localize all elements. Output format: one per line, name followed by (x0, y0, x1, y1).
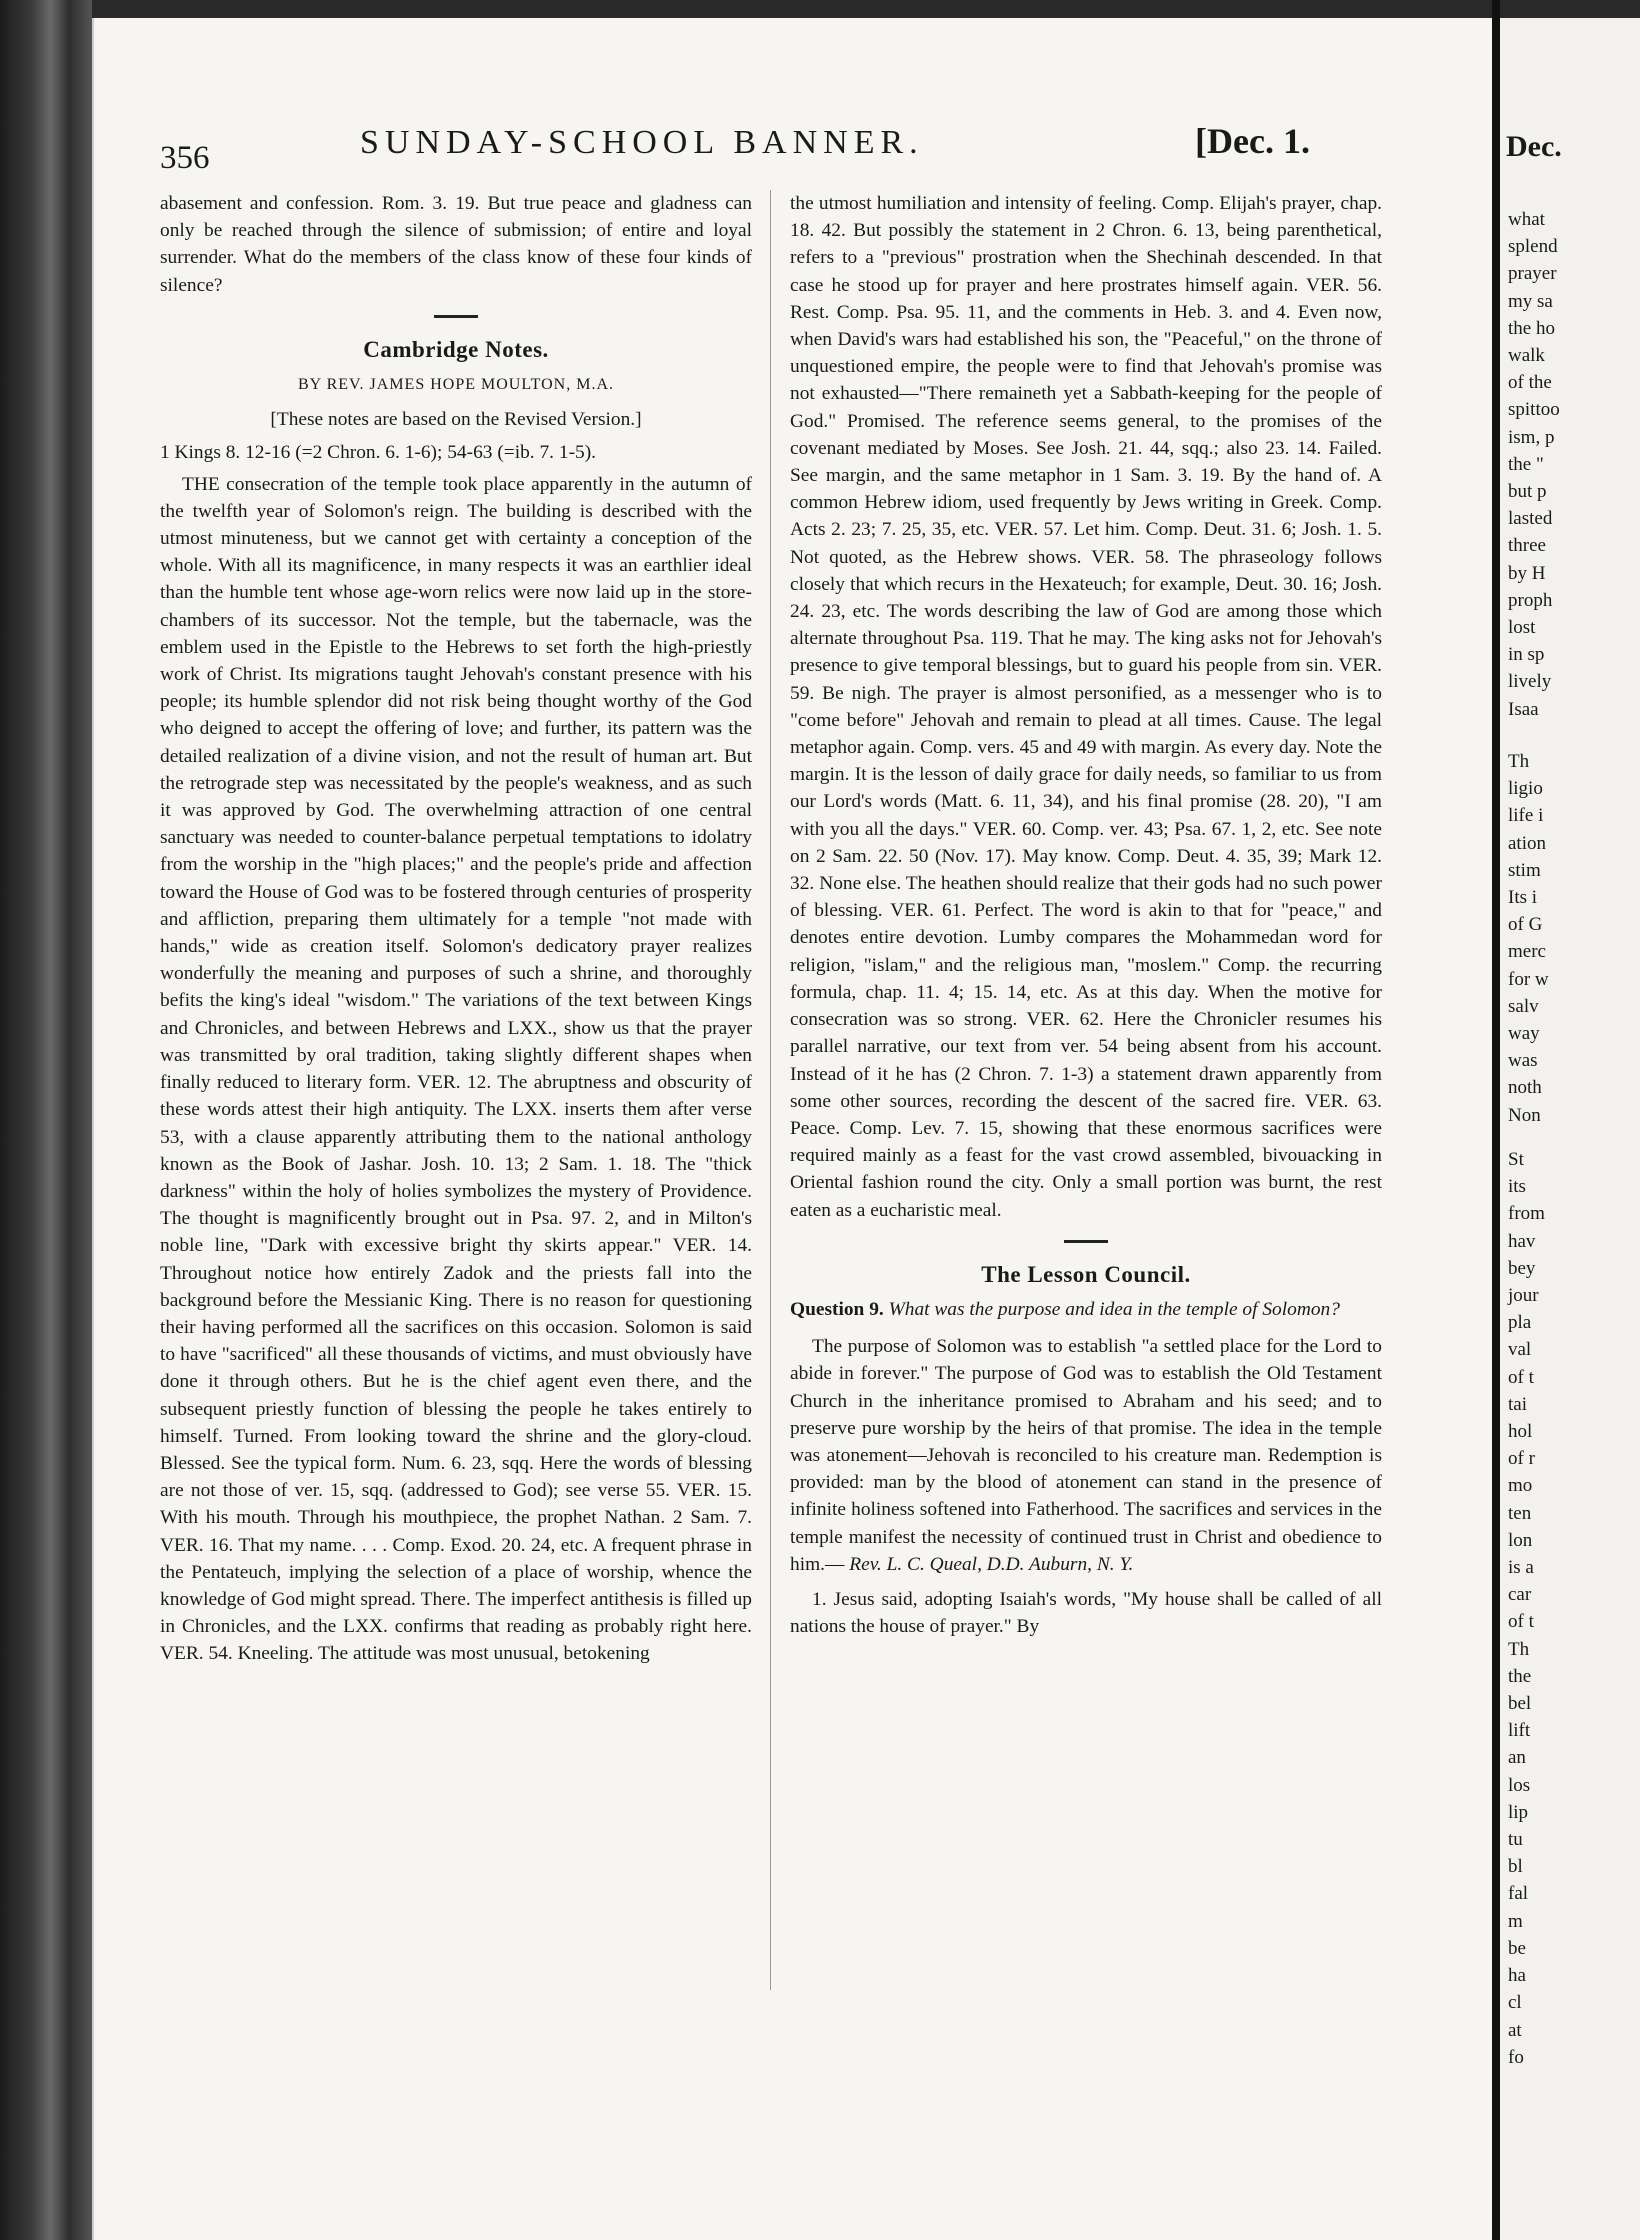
answer-signature: Rev. L. C. Queal, D.D. Auburn, N. Y. (849, 1553, 1134, 1575)
question-label: Question 9. (790, 1298, 884, 1320)
next-page-fragment-bottom: St its from hav bey jour pla val of t tai hol of r mo ten lon is a car of t Th the bel lift an los lip tu bl fal m be ha cl at fo (1508, 1149, 1545, 2068)
notes-byline: BY REV. JAMES HOPE MOULTON, M.A. (297, 376, 615, 394)
opening-paragraph: abasement and confession. Rom. 3. 19. But true peace and gladness can only be reached through the silence of submission; of entire and loyal surrender. What do the members of the class know of these four kinds of silence? (160, 193, 752, 296)
book-gutter (1492, 0, 1500, 2240)
next-page-fragment-top: what splend prayer my sa the ho walk of the spittoo ism, p the " but p lasted three by H proph lost in sp lively Isaa (1508, 209, 1560, 720)
notes-title: Cambridge Notes. (363, 336, 549, 362)
notes-body: THE consecration of the temple took place apparently in the autumn of the twelfth year of Solomon's reign. The building is described with the utmost minuteness, but we cannot get with certainty a conception of the whole. With all its magnificence, in many respects it was an earthlier ideal than the humble tent whose age-worn relics were now laid up in the store-chambers of its successor. Not the temple, but the tabernacle, was the emblem used in the Epistle to the Hebrews to set forth the high-priestly work of Christ. Its migrations taught Jehovah's constant presence with his people; its humble splendor did not risk being thought worthy of the God who deigned to accept the offering of love; and further, its pattern was the detailed realization of a divine vision, and not the result of human art. But the retrograde step was necessitated by the people's weakness, and as such it was approved by God. The overwhelming attraction of one central sanctuary was needed to counter-balance perpetual temptations to idolatry from the worship in the "high places;" and the people's pride and affection toward the House of God was to be fostered through centuries of prosperity and affliction, preparing them ultimately for a temple "not made with hands," wide as creation itself. Solomon's dedicatory prayer realizes wonderfully the meaning and purposes of such a shrine, and thoroughly befits the king's ideal "wisdom." The variations of the text between Kings and Chronicles, and between Hebrews and LXX., show us that the prayer was transmitted by oral tradition, taking slightly different shapes when finally reduced to literary form. VER. 12. The abruptness and obscurity of these words attest their high antiquity. The LXX. inserts them after verse 53, with a clause apparently attributing them to the national anthology known as the Book of Jashar. Josh. 10. 13; 2 Sam. 1. 18. The "thick darkness" within the holy of holies symbolizes the mystery of Providence. The thought is magnificently brought out in Psa. 97. 2, and in Milton's noble line, "Dark with excessive bright thy skirts appear." VER. 14. Throughout notice how entirely Zadok and the priests fall into the background before the Messianic King. There is no reason for questioning their having performed all the sacrifices on this occasion. Solomon is said to have "sacrificed" all these thousands of victims, and must obviously have done it through others. But he is the chief agent even there, and the subsequent priestly function of blessing the people he takes entirely to himself. Turned. From looking toward the shrine and the glory-cloud. Blessed. See the typical form. Num. 6. 23, sqq. Here the words of blessing are not those of ver. 15, sqq. (addressed to God); see verse 55. VER. 15. With his mouth. Through his mouthpiece, the prophet Nathan. 2 Sam. 7. VER. 16. That my name. . . . Comp. Exod. 20. 24, etc. A frequent phrase in the Pentateuch, implying the selection of a place of worship, whence the knowledge of God might spread. There. The imperfect antithesis is filled up in Chronicles, and the LXX. confirms that reading as probably right here. VER. 54. Kneeling. The attitude was most unusual, betokening (160, 473, 752, 1665)
question (790, 1296, 1382, 1323)
answer-text: The purpose of Solomon was to establish "a settled place for the Lord to abide in forever." The purpose of God was to establish the Old Testament Church in the inheritance promised to Abraham and his seed; and to preserve pure worship by the heirs of that promise. The idea in the temple was atonement—Jehovah is reconciled to his creature man. Redemption is provided: man by the blood of atonement can stand in the presence of infinite holiness softened into Fatherhood. The sacrifices and services in the temple manifest the necessity of continued trust in Christ and obedience to him.— (790, 1336, 1382, 1575)
question-text: What was the purpose and idea in the temple of Solomon? (888, 1298, 1340, 1320)
scripture-references: 1 Kings 8. 12-16 (=2 Chron. 6. 1-6); 54-63 (=ib. 7. 1-5). (160, 442, 597, 464)
page-header (160, 110, 1400, 180)
column-divider (770, 190, 771, 1990)
next-page-fragment-mid: Th ligio life i ation stim Its i of G merc for w salv way was noth Non (1508, 751, 1549, 1126)
issue-date: [Dec. 1. (1195, 121, 1310, 161)
section-separator (434, 315, 478, 318)
next-page-running-head: Dec. (1506, 130, 1562, 163)
next-page-edge (1500, 18, 1640, 2240)
council-title: The Lesson Council. (981, 1261, 1191, 1287)
answer-paragraph (790, 1333, 1382, 1578)
section-separator-2 (1064, 1240, 1108, 1243)
book-spine (0, 0, 92, 2240)
running-title: SUNDAY-SCHOOL BANNER. (360, 124, 924, 161)
page-number: 356 (160, 140, 210, 176)
revised-version-note: [These notes are based on the Revised Version.] (270, 409, 642, 431)
column-left (160, 190, 752, 1668)
notes-body-continued: the utmost humiliation and intensity of feeling. Comp. Elijah's prayer, chap. 18. 42. But possibly the statement in 2 Chron. 6. 13, being parenthetical, refers to a "previous" prostration when the Shechinah descended. In that case he stood up for prayer and here prostrates himself again. VER. 56. Rest. Comp. Psa. 95. 11, and the comments in Heb. 3. and 4. Even now, when David's wars had established his son, the "Peaceful," on the throne of unquestioned empire, the people were to find that Jehovah's promise was not exhausted—"There remaineth yet a Sabbath-keeping for the people of God." Promised. The reference seems general, to the promises of the covenant mediated by Moses. See Josh. 21. 44, sqq.; also 23. 14. Failed. See margin, and the same metaphor in 1 Sam. 3. 19. By the hand of. A common Hebrew idiom, used frequently by Jews writing in Greek. Comp. Acts 2. 23; 7. 25, 35, etc. VER. 57. Let him. Comp. Deut. 31. 6; Josh. 1. 5. Not quoted, as the Hebrew shows. VER. 58. The phraseology follows closely that which recurs in the Hexateuch; for example, Deut. 30. 16; Josh. 24. 23, etc. The words describing the law of God are among those which alternate throughout Psa. 119. That he may. The king asks not for Jehovah's presence to give temporal blessings, but to guard his people from sin. VER. 59. Be nigh. The prayer is almost personified, as a messenger who is to "come before" Jehovah and remain to plead at all times. Cause. The legal metaphor again. Comp. vers. 45 and 49 with margin. As every day. Note the margin. It is the lesson of daily grace for daily needs, so familiar to us from our Lord's words (Matt. 6. 11, 34), and his final promise (28. 20), "I am with you all the days." VER. 60. Comp. ver. 43; Psa. 67. 1, 2, etc. See note on 2 Sam. 22. 50 (Nov. 17). May know. Comp. Deut. 4. 35, 39; Mark 12. 32. None else. The heathen should realize that their gods had no such power of blessing. VER. 61. Perfect. The word is akin to that for "peace," and denotes entire devotion. Lumby compares the Mohammedan word for religion, "islam," and the religious man, "moslem." Comp. the recurring formula, chap. 11. 4; 15. 14, etc. As at this day. When the motive for consecration was so strong. VER. 62. Here the Chronicler resumes his parallel narrative, our text from ver. 54 being absent from his account. Instead of it he has (2 Chron. 7. 1-3) a statement drawn apparently from some other sources, recording the descent of the sacred fire. VER. 63. Peace. Comp. Lev. 7. 15, showing that these enormous sacrifices were required mainly as a feast for the vast crowd assembled, bivouacking in Oriental fashion round the city. Only a small portion was burnt, the rest eaten as a eucharistic meal. (790, 193, 1382, 1221)
column-right (790, 190, 1382, 1640)
answer-2-paragraph: 1. Jesus said, adopting Isaiah's words, "My house shall be called of all nations the house of prayer." By (790, 1588, 1382, 1638)
